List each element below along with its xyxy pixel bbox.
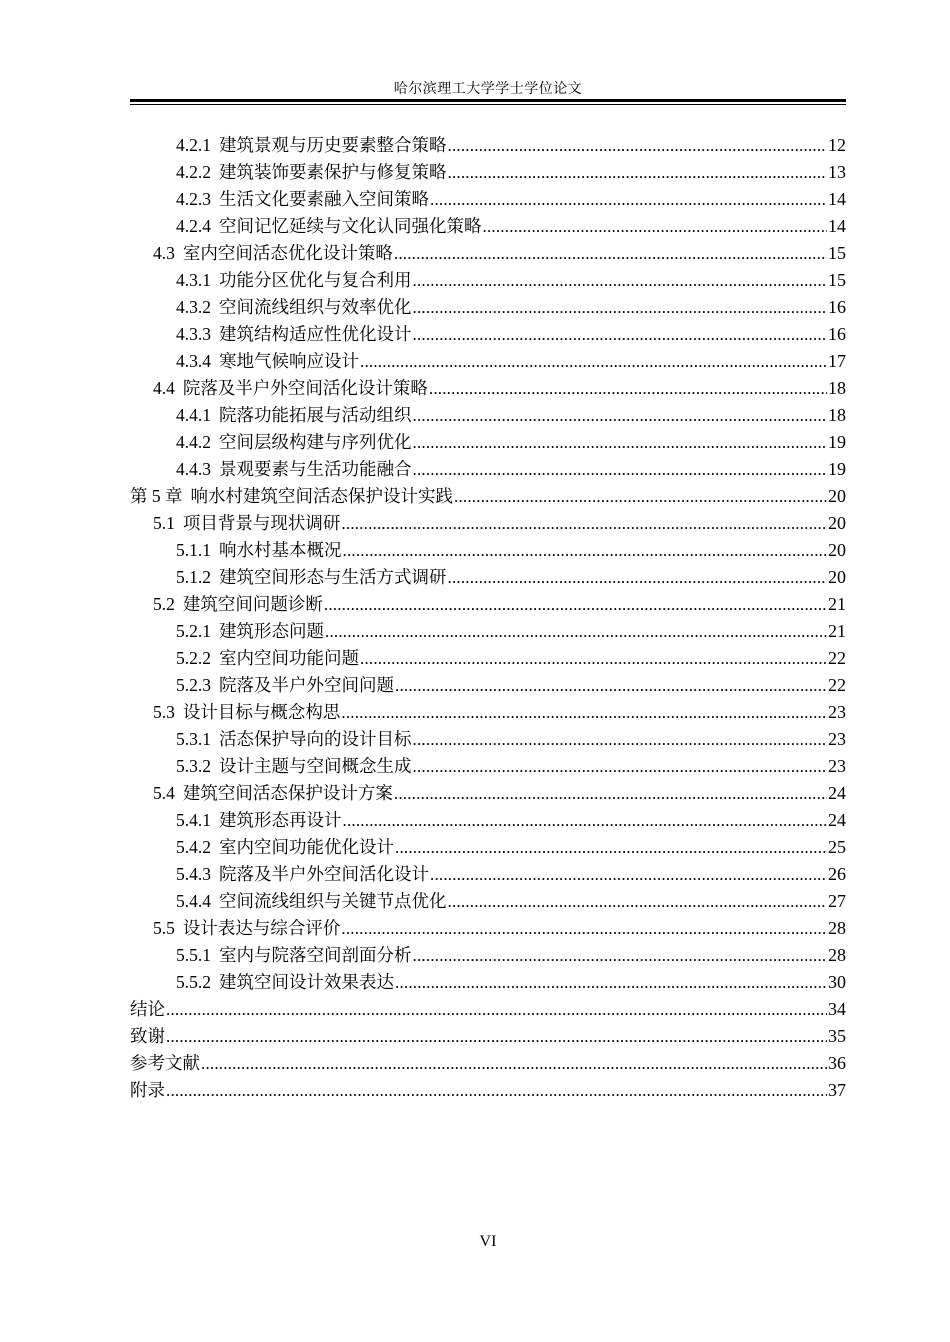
- toc-entry-page: 34: [828, 999, 846, 1019]
- toc-entry-title: 参考文献: [130, 1054, 200, 1074]
- toc-entry-title: 院落功能拓展与活动组织: [219, 406, 412, 426]
- toc-entry-title: 建筑空间形态与生活方式调研: [219, 568, 447, 588]
- toc-leader-dots: [341, 510, 827, 537]
- toc-entry[interactable]: [130, 1077, 846, 1104]
- toc-entry-label: [153, 240, 393, 268]
- toc-leader-dots: [413, 942, 828, 969]
- toc-entry[interactable]: [130, 969, 846, 996]
- toc-entry-page: 15: [828, 243, 846, 263]
- toc-entry[interactable]: [130, 240, 846, 267]
- toc-entry-label: [153, 699, 340, 727]
- toc-entry-label: [176, 132, 447, 160]
- toc-entry-number: 4.4: [153, 378, 175, 398]
- toc-entry-title: 附录: [130, 1081, 165, 1101]
- toc-entry-title: 院落及半户外空间活化设计: [219, 865, 429, 885]
- toc-entry-page: 15: [828, 270, 846, 290]
- toc-entry-label: [176, 969, 394, 997]
- toc-leader-dots: [430, 861, 827, 888]
- toc-entry-title: 建筑空间活态保护设计方案: [182, 784, 393, 804]
- toc-entry-number: 4.3.1: [176, 270, 211, 290]
- toc-entry-page: 19: [828, 459, 846, 479]
- toc-entry-page: 18: [828, 405, 846, 425]
- toc-entry-number: 5.3: [153, 702, 175, 722]
- toc-entry-label: [153, 915, 340, 943]
- toc-entry-page: 20: [828, 486, 846, 506]
- toc-entry-label: [176, 159, 447, 187]
- toc-entry-number: 5.3.2: [176, 756, 211, 776]
- toc-entry-number: 4.2.1: [176, 135, 211, 155]
- toc-entry[interactable]: [130, 159, 846, 186]
- toc-leader-dots: [413, 429, 828, 456]
- toc-leader-dots: [448, 888, 828, 915]
- toc-entry[interactable]: [130, 888, 846, 915]
- toc-entry-number: 5.2: [153, 594, 175, 614]
- toc-entry-page: 17: [828, 351, 846, 371]
- page-number: VI: [479, 1233, 497, 1250]
- toc-leader-dots: [483, 213, 828, 240]
- toc-entry-page: 28: [828, 945, 846, 965]
- toc-entry-title: 建筑形态问题: [219, 622, 324, 642]
- toc-leader-dots: [430, 186, 827, 213]
- toc-entry[interactable]: [130, 402, 846, 429]
- toc-entry[interactable]: [130, 1050, 846, 1077]
- toc-leader-dots: [413, 753, 828, 780]
- toc-entry-number: 第 5 章: [130, 486, 183, 506]
- toc-entry-title: 院落及半户外空间问题: [219, 676, 394, 696]
- toc-entry-label: [176, 537, 342, 565]
- toc-entry-label: [130, 483, 453, 511]
- toc-leader-dots: [341, 915, 827, 942]
- toc-entry-label: [153, 780, 393, 808]
- toc-entry[interactable]: [130, 618, 846, 645]
- toc-entry-title: 室内空间功能问题: [219, 649, 359, 669]
- toc-leader-dots: [360, 348, 827, 375]
- toc-entry-number: 5.5: [153, 918, 175, 938]
- toc-entry-label: [130, 1078, 165, 1105]
- toc-entry-page: 37: [828, 1080, 846, 1100]
- toc-entry-title: 建筑形态再设计: [219, 811, 342, 831]
- toc-entry-page: 20: [828, 513, 846, 533]
- toc-entry-title: 建筑结构适应性优化设计: [219, 325, 412, 345]
- toc-entry[interactable]: [130, 591, 846, 618]
- toc-entry-label: [153, 375, 428, 403]
- toc-leader-dots: [413, 456, 828, 483]
- toc-entry-title: 致谢: [130, 1027, 165, 1047]
- toc-entry-label: [176, 942, 412, 970]
- toc-entry-label: [176, 672, 394, 700]
- toc-entry-label: [176, 267, 412, 295]
- toc-leader-dots: [395, 969, 827, 996]
- toc-entry[interactable]: [130, 645, 846, 672]
- toc-entry[interactable]: [130, 564, 846, 591]
- header-rule-thick: [130, 99, 846, 102]
- toc-leader-dots: [448, 159, 828, 186]
- toc-entry-label: [153, 510, 340, 538]
- toc-entry-page: 13: [828, 162, 846, 182]
- toc-leader-dots: [429, 375, 827, 402]
- table-of-contents: [130, 132, 846, 1104]
- toc-entry-title: 设计主题与空间概念生成: [219, 757, 412, 777]
- toc-entry-number: 5.3.1: [176, 729, 211, 749]
- toc-entry[interactable]: [130, 699, 846, 726]
- toc-entry-number: 5.1.2: [176, 567, 211, 587]
- toc-entry[interactable]: [130, 375, 846, 402]
- toc-entry-number: 4.4.1: [176, 405, 211, 425]
- toc-entry-number: 5.5.2: [176, 972, 211, 992]
- toc-entry[interactable]: [130, 267, 846, 294]
- toc-entry-title: 室内空间活态优化设计策略: [182, 244, 393, 264]
- toc-entry-label: [176, 402, 412, 430]
- toc-entry-label: [176, 726, 412, 754]
- toc-entry-page: 35: [828, 1026, 846, 1046]
- toc-entry-label: [176, 186, 429, 214]
- toc-entry-page: 24: [828, 810, 846, 830]
- toc-entry-page: 22: [828, 648, 846, 668]
- toc-leader-dots: [395, 672, 827, 699]
- toc-entry[interactable]: [130, 483, 846, 510]
- toc-entry[interactable]: [130, 456, 846, 483]
- toc-entry-title: 建筑装饰要素保护与修复策略: [219, 163, 447, 183]
- toc-entry[interactable]: [130, 861, 846, 888]
- toc-entry-number: 4.2.3: [176, 189, 211, 209]
- toc-leader-dots: [395, 834, 827, 861]
- toc-leader-dots: [413, 267, 828, 294]
- toc-entry-label: [176, 348, 359, 376]
- toc-entry-title: 院落及半户外空间活化设计策略: [182, 379, 428, 399]
- toc-entry-number: 5.5.1: [176, 945, 211, 965]
- toc-entry-number: 5.1.1: [176, 540, 211, 560]
- toc-entry-title: 室内与院落空间剖面分析: [219, 946, 412, 966]
- toc-entry-page: 21: [828, 621, 846, 641]
- toc-entry-label: [153, 591, 323, 619]
- toc-entry[interactable]: [130, 429, 846, 456]
- toc-entry-number: 5.4.1: [176, 810, 211, 830]
- toc-entry-number: 4.3.3: [176, 324, 211, 344]
- toc-leader-dots: [343, 537, 828, 564]
- toc-entry[interactable]: [130, 321, 846, 348]
- toc-entry-title: 空间层级构建与序列优化: [219, 433, 412, 453]
- toc-entry-page: 21: [828, 594, 846, 614]
- toc-entry-page: 36: [828, 1053, 846, 1073]
- toc-entry-label: [176, 645, 359, 673]
- toc-entry-number: 5.2.2: [176, 648, 211, 668]
- toc-entry-page: 28: [828, 918, 846, 938]
- toc-entry-page: 30: [828, 972, 846, 992]
- toc-entry[interactable]: [130, 915, 846, 942]
- toc-entry-number: 4.4.2: [176, 432, 211, 452]
- toc-entry[interactable]: [130, 1023, 846, 1050]
- toc-entry-title: 设计表达与综合评价: [182, 919, 341, 939]
- toc-entry-page: 22: [828, 675, 846, 695]
- toc-entry-page: 14: [828, 189, 846, 209]
- toc-leader-dots: [413, 294, 828, 321]
- toc-entry-number: 4.3.2: [176, 297, 211, 317]
- toc-entry-page: 24: [828, 783, 846, 803]
- toc-leader-dots: [341, 699, 827, 726]
- toc-leader-dots: [454, 483, 827, 510]
- running-header: 哈尔滨理工大学学士学位论文: [393, 81, 583, 97]
- toc-entry-number: 5.4.2: [176, 837, 211, 857]
- toc-entry[interactable]: [130, 780, 846, 807]
- toc-entry-page: 25: [828, 837, 846, 857]
- toc-entry-title: 响水村建筑空间活态保护设计实践: [190, 487, 453, 507]
- toc-entry-label: [176, 618, 324, 646]
- toc-entry[interactable]: [130, 996, 846, 1023]
- toc-entry-title: 设计目标与概念构思: [182, 703, 341, 723]
- toc-entry-title: 建筑空间问题诊断: [182, 595, 323, 615]
- toc-entry-page: 23: [828, 729, 846, 749]
- toc-leader-dots: [343, 807, 828, 834]
- toc-leader-dots: [448, 132, 828, 159]
- toc-entry-label: [176, 213, 482, 241]
- toc-entry-title: 空间记忆延续与文化认同强化策略: [219, 217, 482, 237]
- toc-entry-label: [176, 807, 342, 835]
- toc-entry-title: 活态保护导向的设计目标: [219, 730, 412, 750]
- toc-entry-title: 建筑空间设计效果表达: [219, 973, 394, 993]
- toc-leader-dots: [166, 1077, 827, 1104]
- toc-leader-dots: [166, 996, 827, 1023]
- toc-entry[interactable]: [130, 807, 846, 834]
- toc-entry-title: 景观要素与生活功能融合: [219, 460, 412, 480]
- toc-entry[interactable]: [130, 213, 846, 240]
- toc-entry-page: 27: [828, 891, 846, 911]
- toc-entry-label: [176, 888, 447, 916]
- toc-entry-label: [176, 753, 412, 781]
- toc-entry-label: [176, 861, 429, 889]
- toc-leader-dots: [413, 726, 828, 753]
- toc-entry[interactable]: [130, 942, 846, 969]
- toc-leader-dots: [394, 240, 827, 267]
- toc-entry-title: 寒地气候响应设计: [219, 352, 359, 372]
- toc-entry-label: [176, 834, 394, 862]
- toc-leader-dots: [448, 564, 828, 591]
- toc-entry-number: 4.2.4: [176, 216, 211, 236]
- toc-entry-page: 14: [828, 216, 846, 236]
- toc-entry-title: 建筑景观与历史要素整合策略: [219, 136, 447, 156]
- toc-entry[interactable]: [130, 726, 846, 753]
- toc-entry[interactable]: [130, 537, 846, 564]
- toc-entry-page: 19: [828, 432, 846, 452]
- toc-entry-page: 16: [828, 297, 846, 317]
- toc-entry-number: 5.2.3: [176, 675, 211, 695]
- toc-entry-page: 16: [828, 324, 846, 344]
- toc-entry-label: [176, 321, 412, 349]
- toc-entry-number: 4.4.3: [176, 459, 211, 479]
- toc-entry-title: 功能分区优化与复合利用: [219, 271, 412, 291]
- toc-entry-title: 生活文化要素融入空间策略: [219, 190, 429, 210]
- toc-entry-title: 结论: [130, 1000, 165, 1020]
- toc-entry-label: [130, 1051, 200, 1078]
- toc-entry[interactable]: [130, 753, 846, 780]
- toc-entry-page: 18: [828, 378, 846, 398]
- toc-entry-number: 5.2.1: [176, 621, 211, 641]
- toc-entry-number: 4.2.2: [176, 162, 211, 182]
- toc-entry-label: [176, 564, 447, 592]
- toc-leader-dots: [166, 1023, 827, 1050]
- toc-entry[interactable]: [130, 510, 846, 537]
- toc-entry-label: [130, 1024, 165, 1051]
- toc-leader-dots: [325, 618, 827, 645]
- toc-entry-page: 20: [828, 567, 846, 587]
- toc-entry-title: 空间流线组织与效率优化: [219, 298, 412, 318]
- toc-entry-number: 5.1: [153, 513, 175, 533]
- toc-leader-dots: [413, 402, 828, 429]
- toc-entry-label: [130, 997, 165, 1024]
- toc-entry-page: 23: [828, 702, 846, 722]
- toc-entry-number: 5.4.3: [176, 864, 211, 884]
- toc-leader-dots: [324, 591, 827, 618]
- toc-entry[interactable]: [130, 672, 846, 699]
- toc-entry[interactable]: [130, 294, 846, 321]
- toc-entry[interactable]: [130, 348, 846, 375]
- toc-entry-label: [176, 294, 412, 322]
- toc-leader-dots: [413, 321, 828, 348]
- toc-leader-dots: [201, 1050, 827, 1077]
- toc-entry-page: 23: [828, 756, 846, 776]
- toc-entry-label: [176, 429, 412, 457]
- toc-entry[interactable]: [130, 132, 846, 159]
- header-rule-thin: [130, 104, 846, 105]
- toc-entry-number: 4.3: [153, 243, 175, 263]
- toc-entry-title: 空间流线组织与关键节点优化: [219, 892, 447, 912]
- toc-entry-number: 5.4: [153, 783, 175, 803]
- toc-entry-page: 20: [828, 540, 846, 560]
- toc-entry-label: [176, 456, 412, 484]
- toc-entry-page: 26: [828, 864, 846, 884]
- toc-leader-dots: [394, 780, 827, 807]
- toc-entry-number: 5.4.4: [176, 891, 211, 911]
- toc-entry-page: 12: [828, 135, 846, 155]
- toc-entry[interactable]: [130, 834, 846, 861]
- toc-entry-number: 4.3.4: [176, 351, 211, 371]
- toc-entry-title: 室内空间功能优化设计: [219, 838, 394, 858]
- toc-entry[interactable]: [130, 186, 846, 213]
- toc-leader-dots: [360, 645, 827, 672]
- toc-entry-title: 响水村基本概况: [219, 541, 342, 561]
- toc-entry-title: 项目背景与现状调研: [182, 514, 341, 534]
